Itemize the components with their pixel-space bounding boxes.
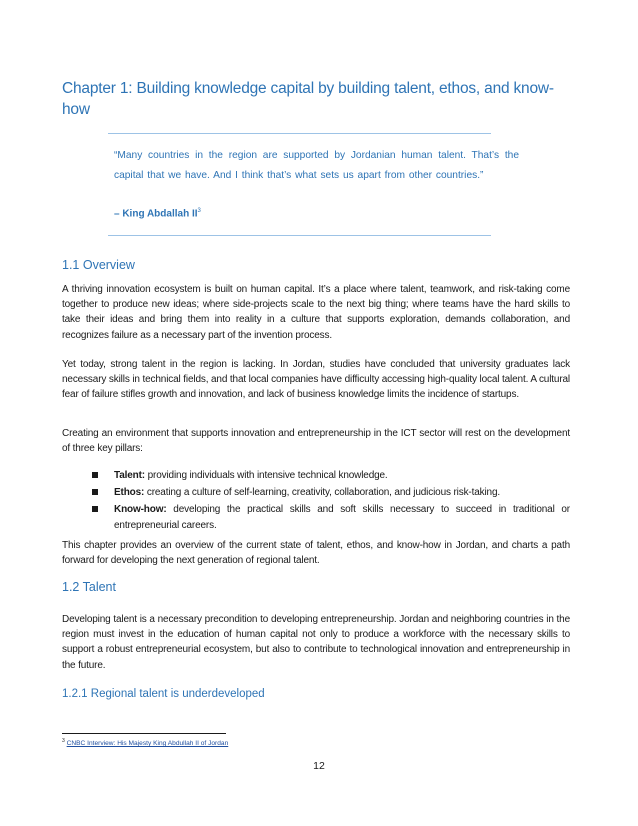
page-number: 12 — [313, 760, 325, 772]
footnote-separator — [62, 733, 226, 734]
square-bullet-icon — [92, 506, 98, 512]
pillar-description: creating a culture of self-learning, creativity, collaboration, and judicious risk-taking. — [144, 487, 501, 499]
square-bullet-icon — [92, 489, 98, 495]
footnote-link[interactable]: CNBC Interview: His Majesty King Abdullah II of Jordan — [66, 740, 229, 748]
overview-paragraph-4: This chapter provides an overview of the current state of talent, ethos, and know-how in Jordan, and charts a path forward for developing the next generation of regional talent. — [62, 540, 570, 567]
pull-quote — [108, 133, 519, 236]
overview-paragraph-1: A thriving innovation ecosystem is built on human capital. It’s a place where talent, teamwork, and risk-taking come together to produce new ideas; where side-projects scale to the next big thing; where teams have the hard skills to take their ideas and bring them into reality in a culture that supports exploration, demands collaboration, and recognizes failure as a necessary part of the invention process. — [62, 284, 570, 341]
list-item — [92, 502, 570, 532]
subsection-heading-regional-talent: 1.2.1 Regional talent is underdeveloped — [62, 688, 265, 700]
pillar-description: developing the practical skills and soft skills necessary to succeed in traditional or entrepreneurial careers. — [114, 504, 570, 531]
overview-paragraph-3: Creating an environment that supports innovation and entrepreneurship in the ICT sector will rest on the development of three key pillars: — [62, 428, 570, 455]
pillars-list — [92, 468, 570, 535]
quote-author-name: – King Abdallah II — [114, 208, 198, 220]
quote-footnote-ref: 3 — [197, 208, 201, 214]
footnote-number: 3 — [62, 738, 65, 744]
pillar-term: Ethos: — [114, 487, 145, 499]
chapter-title: Chapter 1: Building knowledge capital by building talent, ethos, and know-how — [62, 80, 554, 118]
overview-paragraph-2: Yet today, strong talent in the region is lacking. In Jordan, studies have concluded that university graduates lack necessary skills in technical fields, and that local companies have difficulty accessing high-quality local talent. A cultural fear of failure stifles growth and innovation, and lack of business knowledge limits the incidence of startups. — [62, 359, 570, 401]
footnote — [62, 738, 228, 747]
pillar-term: Know-how: — [114, 504, 167, 516]
square-bullet-icon — [92, 472, 98, 478]
pillar-description: providing individuals with intensive technical knowledge. — [145, 470, 388, 481]
section-heading-overview: 1.1 Overview — [62, 258, 135, 272]
quote-author — [114, 208, 201, 219]
pillar-term: Talent: — [114, 470, 145, 481]
talent-paragraph-1: Developing talent is a necessary precondition to developing entrepreneurship. Jordan and neighboring countries in the region must invest in the education of human capital not only to produce a workforce with the necessary skills to support a robust entrepreneurial ecosystem, but also to contribute to technological innovation and entrepreneurship in the future. — [62, 614, 570, 671]
section-heading-talent: 1.2 Talent — [62, 580, 116, 594]
list-item — [92, 485, 570, 500]
list-item — [92, 468, 570, 483]
quote-text: “Many countries in the region are supported by Jordanian human talent. That’s the capital that we have. And I think that’s what sets us apart from other countries.” — [114, 150, 519, 181]
